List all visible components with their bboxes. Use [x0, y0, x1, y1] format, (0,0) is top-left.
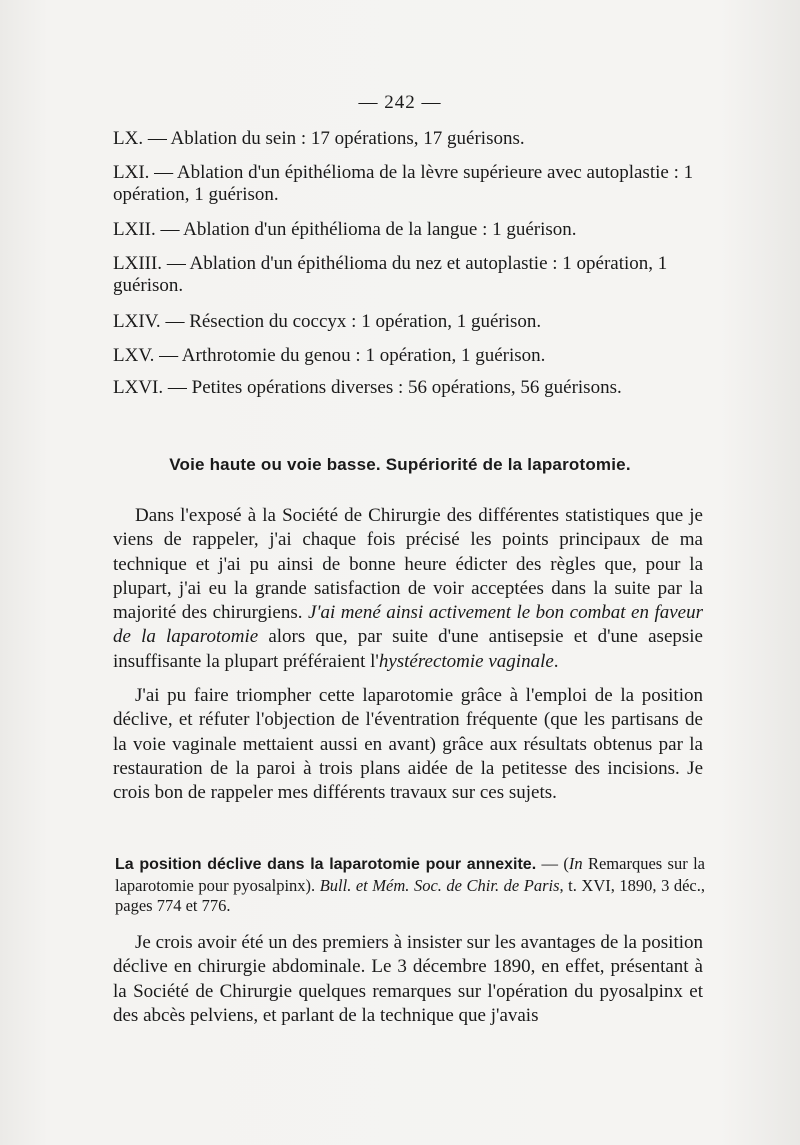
para1-start: Dans l'exposé à la Société de Chirurgie des différentes statistiques que je viens de rappeler, j'ai chaque fois précisé les points principaux de ma technique et j'ai pu ainsi de bonne heure édicter des règles que, pour la plupart, j'ai eu la grande satisfaction de voir acceptées dans la suite par la majorité des chirurgiens.	[113, 505, 703, 624]
paragraph-declive-position: J'ai pu faire triompher cette laparotomie grâce à l'emploi de la position déclive, et réfuter l'objection de l'éventration fréquente (que les partisans de la voie vaginale mettaient aussi en avant) grâce aux résultats obtenus par la restauration de la paroi à trois plans aidée de la petitesse des incisions. Je crois bon de rappeler mes différents travaux sur ces sujets.	[113, 685, 703, 804]
list-item	[113, 162, 703, 206]
item-numeral: LX.	[113, 128, 144, 149]
list-item	[113, 128, 703, 150]
reference-in: In	[568, 854, 583, 873]
item-text: — Ablation d'un épithélioma du nez et autoplastie : 1 opération, 1 guérison.	[113, 253, 668, 296]
item-numeral: LXII.	[113, 219, 156, 240]
list-item	[113, 253, 703, 297]
para1-middle: alors que, par suite d'une antisepsie et d'une asepsie insuffisante la plupart préféraient l'	[113, 626, 703, 672]
item-numeral: LXIII.	[113, 253, 163, 274]
para1-end: .	[553, 650, 559, 672]
item-numeral: LXVI.	[113, 377, 164, 398]
item-numeral: LXIV.	[113, 311, 161, 332]
reference-details: , t. XVI, 1890, 3 déc., pages 774 et 776.	[115, 875, 706, 915]
item-numeral: LXI.	[113, 162, 150, 183]
list-item	[113, 345, 703, 367]
section-heading: Voie haute ou voie basse. Supériorité de la laparotomie.	[169, 455, 631, 474]
bibliographic-reference	[115, 854, 705, 917]
item-text: — Ablation du sein : 17 opérations, 17 guérisons.	[143, 128, 525, 149]
list-item	[113, 377, 703, 399]
item-text: — Arthrotomie du genou : 1 opération, 1 guérison.	[154, 345, 546, 366]
paragraph-laparotomy-advocacy	[113, 504, 703, 674]
reference-title: La position déclive dans la laparotomie pour annexite.	[115, 856, 537, 873]
item-text: — Petites opérations diverses : 56 opérations, 56 guérisons.	[163, 377, 622, 398]
reference-dash: — (	[536, 854, 569, 873]
para1-italic-vaginal-hysterectomy: hystérectomie vaginale	[378, 650, 554, 672]
reference-journal: Bull. et Mém. Soc. de Chir. de Paris	[319, 875, 560, 895]
para1-italic-good-fight: J'ai mené ainsi activement le bon combat en faveur de la laparotomie	[113, 602, 703, 648]
item-numeral: LXV.	[113, 345, 155, 366]
item-text: — Ablation d'un épithélioma de la lèvre supérieure avec autoplastie : 1 opération, 1 guérison.	[113, 162, 694, 205]
page-number: — 242 —	[358, 92, 442, 113]
list-item	[113, 219, 703, 241]
item-text: — Résection du coccyx : 1 opération, 1 guérison.	[160, 311, 542, 332]
paragraph-first-to-insist: Je crois avoir été un des premiers à insister sur les avantages de la position déclive en chirurgie abdominale. Le 3 décembre 1890, en effet, présentant à la Société de Chirurgie quelques remarques sur l'opération du pyosalpinx et des abcès pelviens, et parlant de la technique que j'avais	[113, 932, 703, 1026]
item-text: — Ablation d'un épithélioma de la langue : 1 guérison.	[155, 219, 577, 240]
list-item	[113, 311, 703, 333]
reference-body: Remarques sur la laparotomie pour pyosalpinx).	[115, 854, 705, 895]
